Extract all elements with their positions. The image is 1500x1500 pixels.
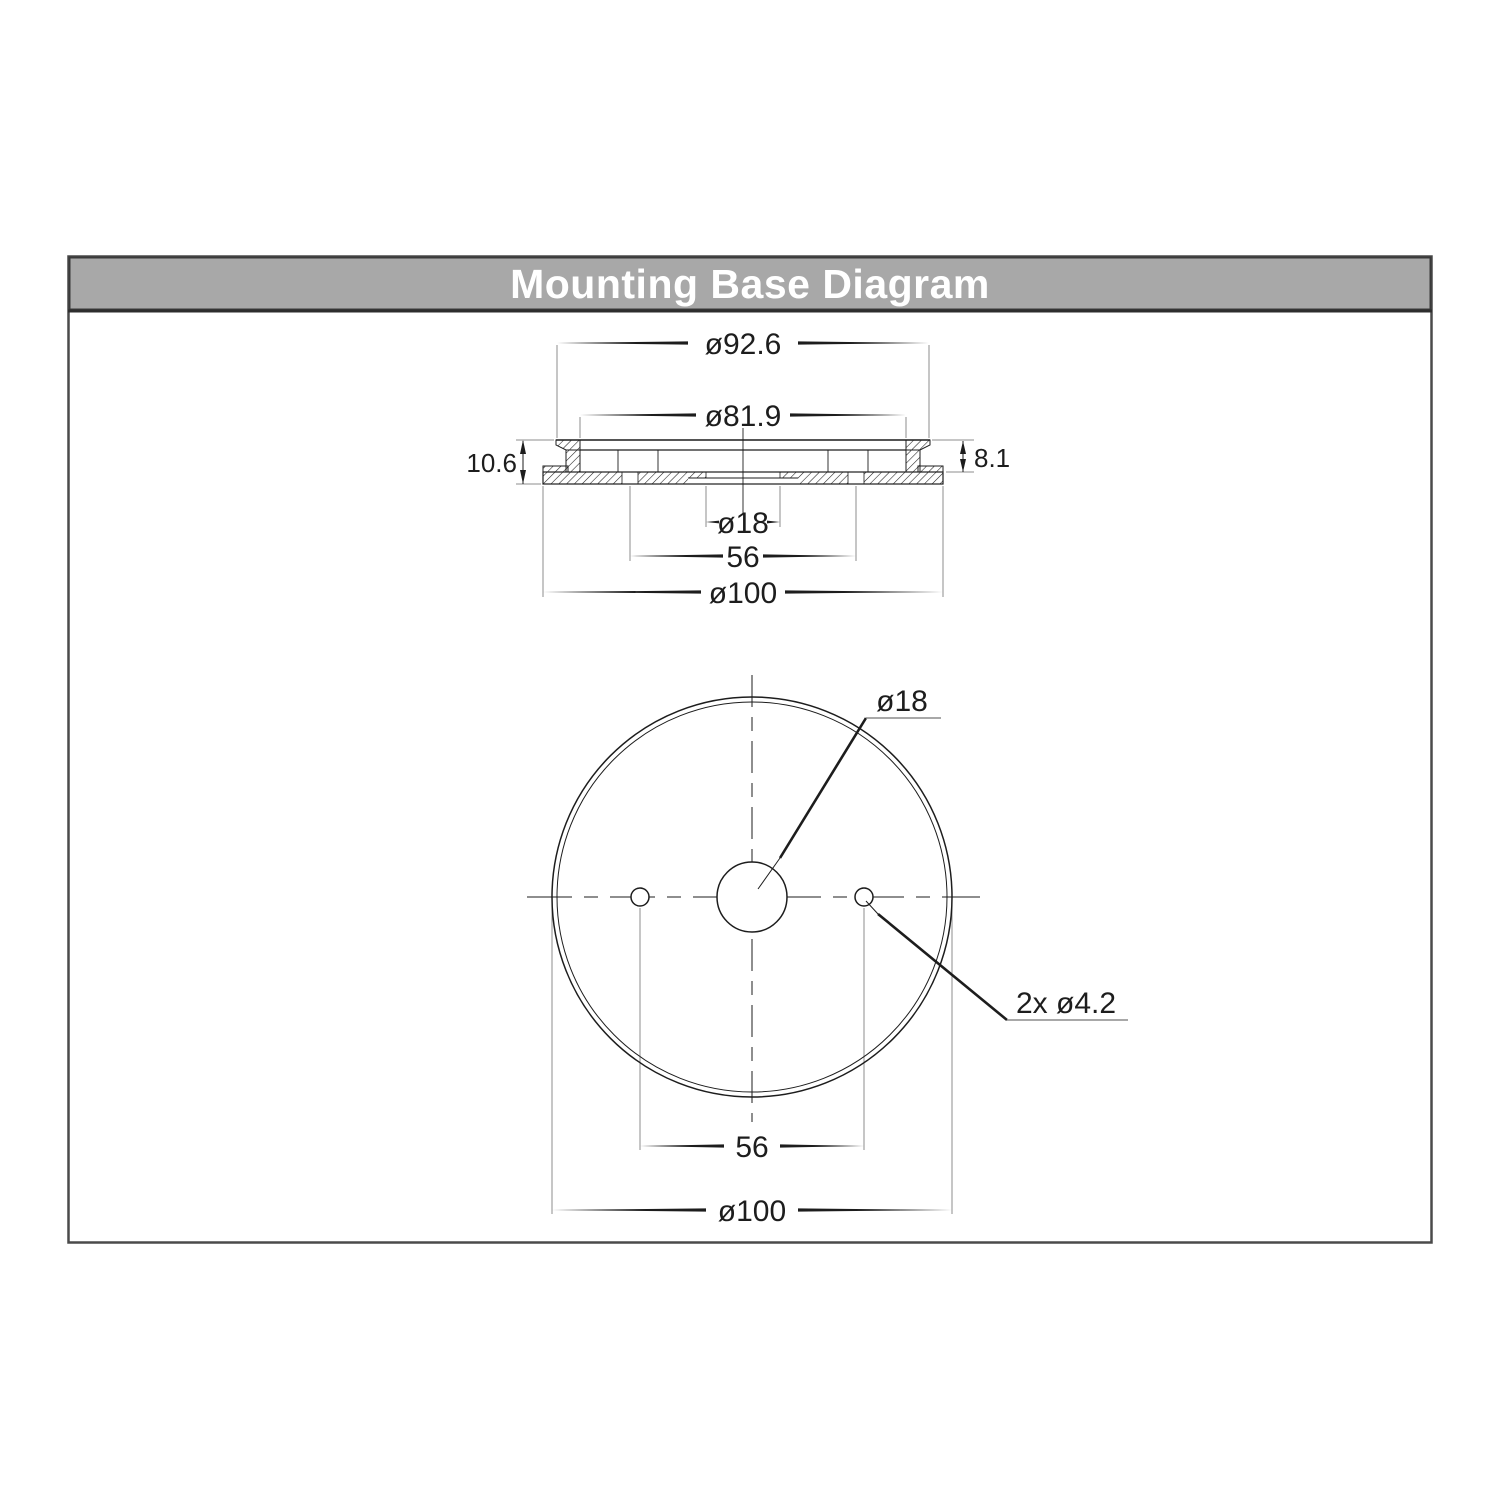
title-bar — [68, 258, 1432, 312]
plan-dim-overall-label: ø100 — [717, 1195, 787, 1228]
page-title: Mounting Base Diagram — [510, 261, 990, 307]
side-dim-inner-rim-label: ø81.9 — [704, 400, 782, 433]
plan-dim-hole-spacing-label: 56 — [735, 1131, 769, 1164]
plan-center-hole — [717, 862, 787, 932]
side-dim-total-height-label: 10.6 — [466, 448, 517, 478]
plan-screw-hole-left — [631, 888, 649, 906]
side-dim-hole-spacing-label: 56 — [726, 541, 760, 574]
plan-screw-holes-label: 2x ø4.2 — [1015, 987, 1117, 1020]
side-dim-outer-rim-label: ø92.6 — [704, 328, 782, 361]
plan-screw-hole-right — [855, 888, 873, 906]
plan-center-hole-label: ø18 — [876, 685, 928, 718]
side-dim-overall-label: ø100 — [708, 577, 778, 610]
side-dim-center-hole-label: ø18 — [717, 507, 769, 540]
side-dim-rim-height-label: 8.1 — [974, 443, 1011, 473]
